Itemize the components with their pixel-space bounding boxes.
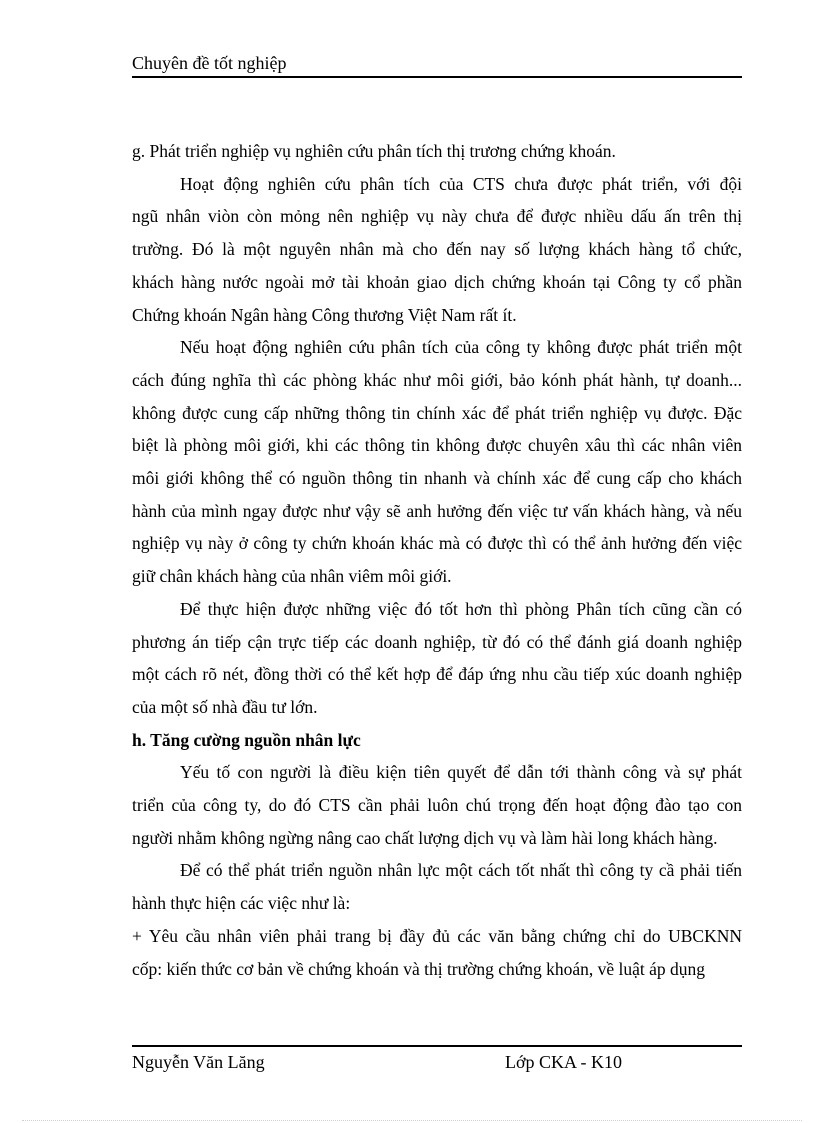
footer-class-label: Lớp CKA - K10 [505,1052,623,1072]
body-line: Nếu hoạt động nghiên cứu phân tích của công ty không được phát triển một [180,337,742,358]
page-header [132,50,742,76]
body-line: triển của công ty, do đó CTS cần phải luôn chú trọng đến hoạt động đào tạo con [132,795,742,816]
body-line: trường. Đó là một nguyên nhân mà cho đến nay số lượng khách hàng tổ chức, [132,239,742,260]
section-heading-h: h. Tăng cường nguồn nhân lực [132,729,361,750]
body-line: giữ chân khách hàng của nhân viêm môi giới. [132,566,452,587]
page-edge-divider [22,1120,802,1121]
body-line: Để thực hiện được những việc đó tốt hơn thì phòng Phân tích cũng cần có [180,598,742,619]
header-rule [132,76,742,78]
body-line: Để có thể phát triển nguồn nhân lực một cách tốt nhất thì công ty cầ phải tiến [180,860,742,881]
body-line: nghiệp vụ này ở công ty chứn khoán khác mà có được thì có thể ảnh hưởng đến việc [132,533,742,554]
body-line: không được cung cấp những thông tin chính xác để phát triển nghiệp vụ được. Đặc [132,402,742,423]
footer-rule [132,1045,742,1047]
body-line: người nhằm không ngừng nâng cao chất lượng dịch vụ và làm hài long khách hàng. [132,827,718,848]
body-line: Chứng khoán Ngân hàng Công thương Việt Nam rất ít. [132,304,517,325]
body-line: biệt là phòng môi giới, khi các thông tin không được chuyên xâu thì các nhân viên [132,435,742,456]
body-line: phương án tiếp cận trực tiếp các doanh nghiệp, từ đó có thể đánh giá doanh nghiệp [132,631,742,652]
body-line: Hoạt động nghiên cứu phân tích của CTS chưa được phát triển, với đội [180,173,742,194]
body-line: cách đúng nghĩa thì các phòng khác như môi giới, bảo kónh phát hành, tự doanh... [132,369,742,390]
body-line: một cách rõ nét, đồng thời có thể kết hợp để đáp ứng nhu cầu tiếp xúc doanh nghiệp [132,664,742,685]
body-line: ngũ nhân viòn còn mỏng nên nghiệp vụ này chưa để được nhiều dấu ấn trên thị [132,206,742,227]
body-line: hành của mình ngay được như vậy sẽ anh hưởng đến việc tư vấn khách hàng, và nếu [132,500,742,521]
section-heading-g: g. Phát triển nghiệp vụ nghiên cứu phân tích thị trương chứng khoán. [132,141,616,161]
body-line: Yếu tố con người là điều kiện tiên quyết để dẫn tới thành công và sự phát [180,762,742,783]
header-title: Chuyên đề tốt nghiệp [132,53,287,73]
body-line: + Yêu cầu nhân viên phải trang bị đầy đủ các văn bằng chứng chỉ do UBCKNN [132,925,742,946]
page-body [132,135,742,985]
footer-author: Nguyễn Văn Lăng [132,1052,265,1072]
body-line: của một số nhà đầu tư lớn. [132,696,318,717]
body-line: hành thực hiện các việc như là: [132,893,351,914]
body-line: cốp: kiến thức cơ bản về chứng khoán và thị trường chứng khoán, về luật áp dụng [132,958,706,979]
body-line: môi giới không thể có nguồn thông tin nhanh và chính xác để cung cấp cho khách [132,468,742,489]
body-line: khách hàng nước ngoài mở tài khoản giao dịch chứng khoán tại Công ty cổ phần [132,271,742,292]
